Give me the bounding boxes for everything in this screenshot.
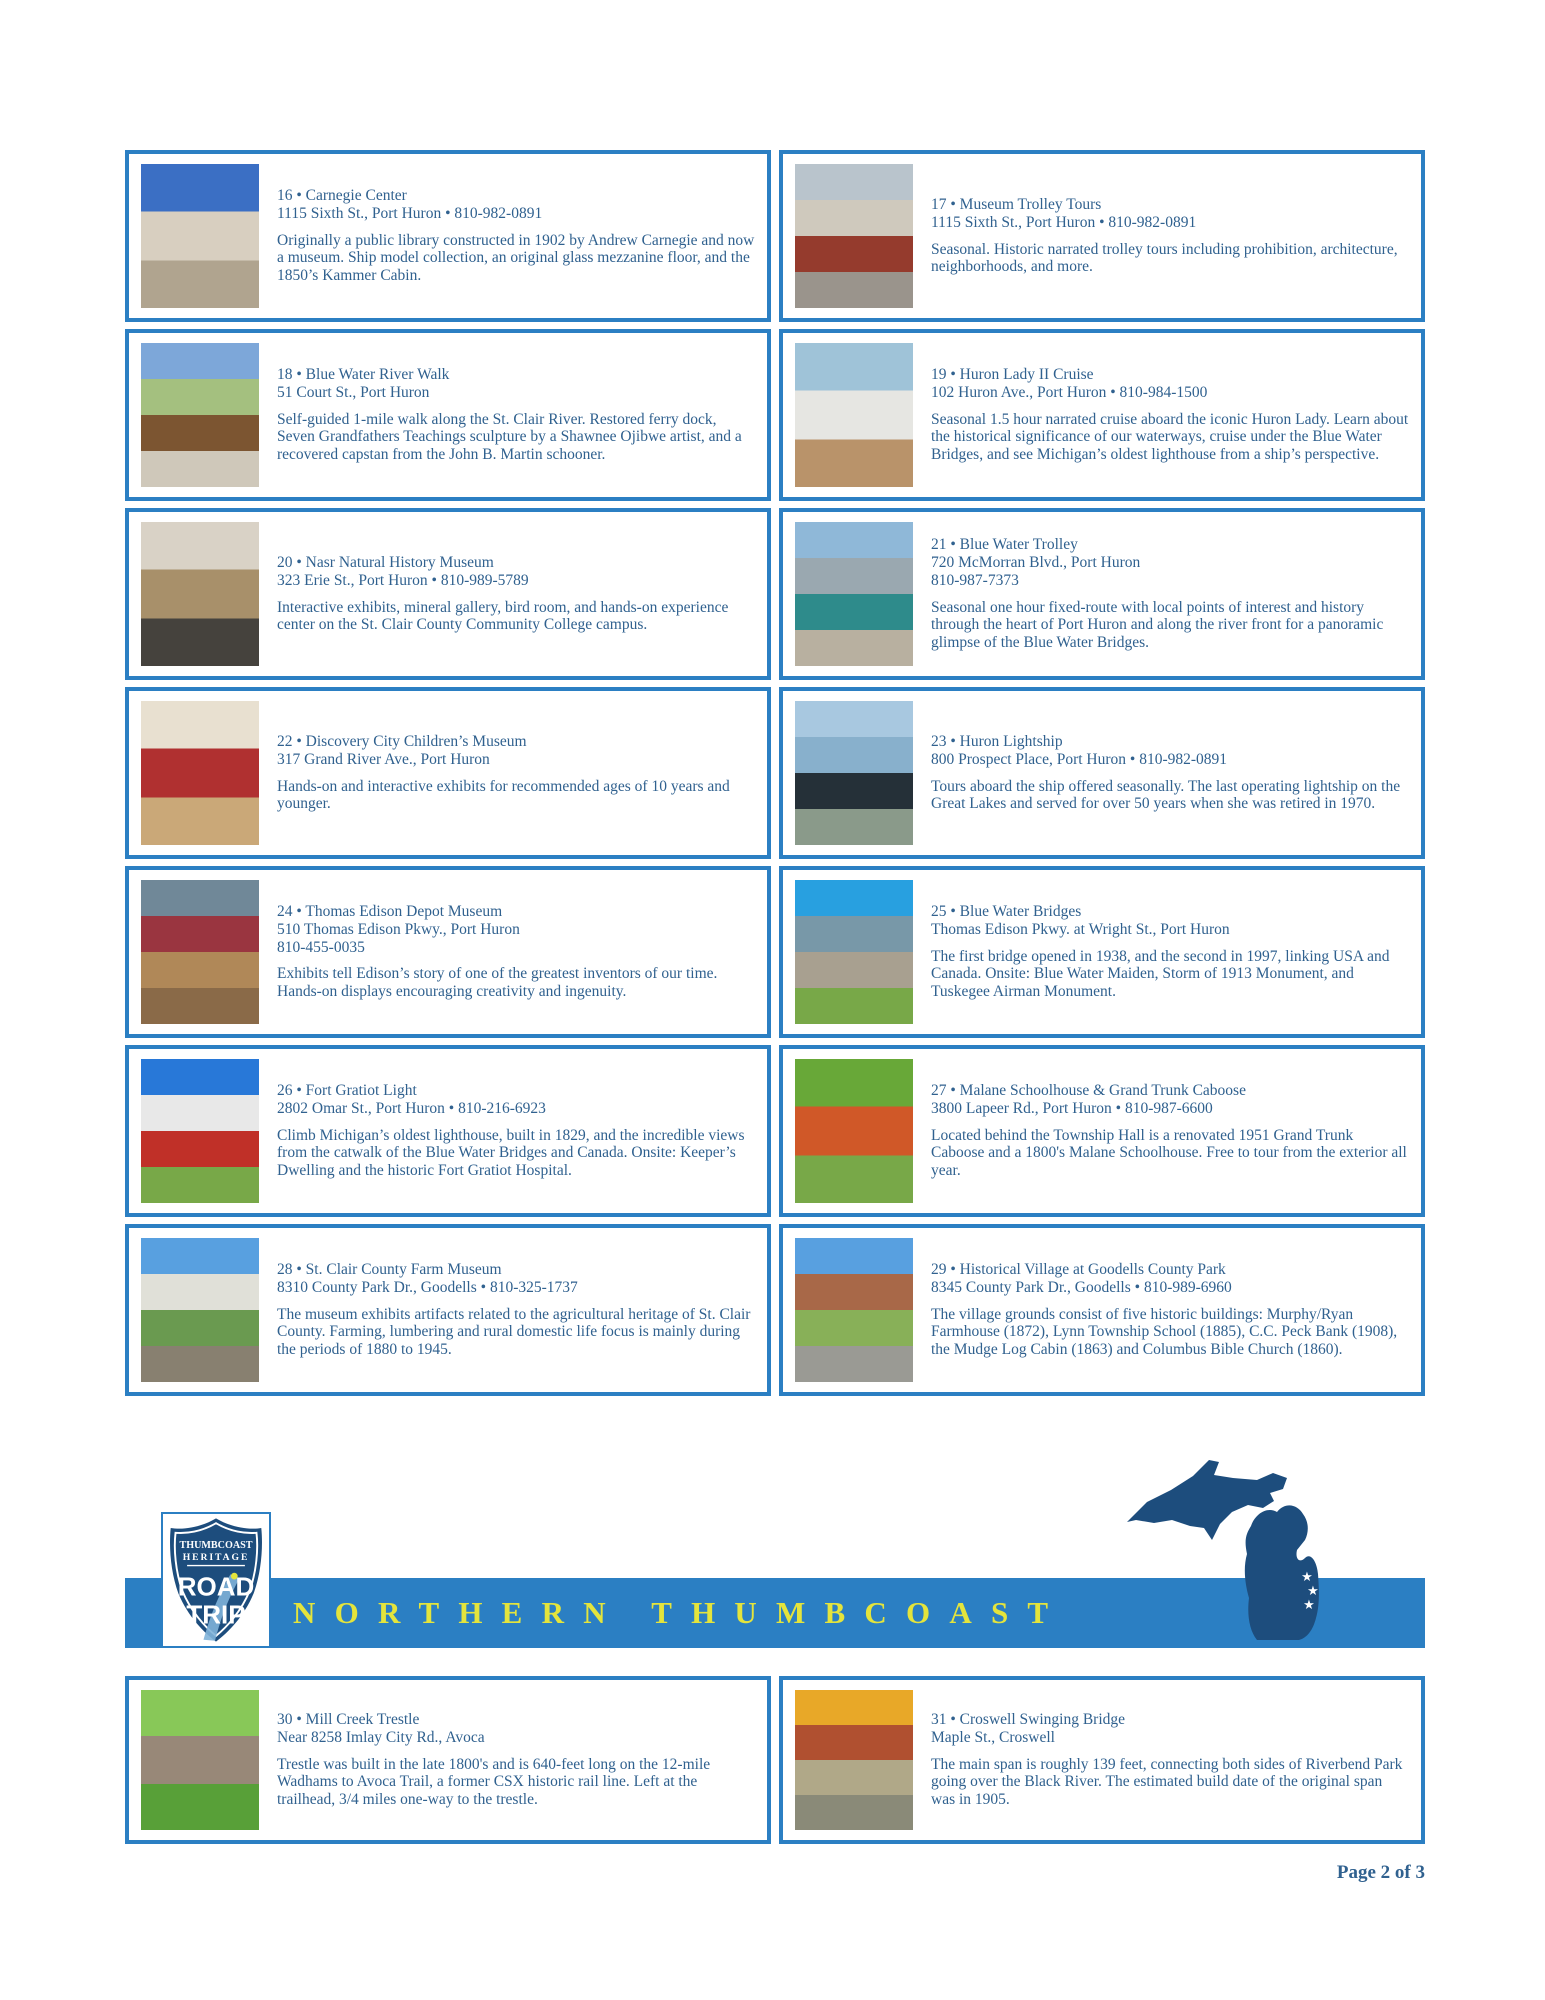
attraction-title: 19 • Huron Lady II Cruise (931, 365, 1094, 383)
attraction-card (125, 866, 771, 1038)
attraction-address (277, 1100, 755, 1118)
attraction-card (125, 1224, 771, 1396)
attraction-title: 27 • Malane Schoolhouse & Grand Trunk Caboose (931, 1081, 1246, 1099)
attraction-info (931, 880, 1409, 1024)
attraction-description: Seasonal. Historic narrated trolley tours including prohibition, architecture, neighborhoods, and more. (931, 240, 1398, 276)
attraction-address (277, 1279, 755, 1297)
attraction-info (931, 164, 1409, 308)
attraction-description: Hands-on and interactive exhibits for recommended ages of 10 years and younger. (277, 777, 730, 813)
attraction-info (931, 522, 1409, 666)
attraction-card (779, 1045, 1425, 1217)
attraction-photo (141, 1238, 259, 1382)
attraction-card (125, 1676, 771, 1844)
attraction-info (931, 1690, 1409, 1830)
address-line: 323 Erie St., Port Huron • 810-989-5789 (277, 571, 529, 589)
attraction-address (277, 921, 755, 957)
svg-text:TRIP: TRIP (186, 1599, 246, 1630)
attraction-card (779, 329, 1425, 501)
attraction-address (277, 205, 755, 223)
attraction-description: Exhibits tell Edison’s story of one of the greatest inventors of our time. Hands-on displays encouraging creativity and ingenuity. (277, 965, 718, 1001)
attraction-address (931, 1100, 1409, 1118)
svg-text:THUMBCOAST: THUMBCOAST (179, 1540, 253, 1552)
attraction-address (277, 751, 755, 769)
attraction-info (277, 1059, 755, 1203)
attraction-card (779, 1676, 1425, 1844)
page-number: Page 2 of 3 (1336, 1862, 1425, 1883)
address-line: 3800 Lapeer Rd., Port Huron • 810-987-6600 (931, 1099, 1213, 1117)
attraction-photo (141, 164, 259, 308)
star-icon: ★ (1303, 1597, 1315, 1612)
attraction-heading (277, 1082, 755, 1118)
attraction-description: The main span is roughly 139 feet, connecting both sides of Riverbend Park going over the Black River. The estimated build date of the original span was in 1905. (931, 1755, 1403, 1809)
attraction-title: 30 • Mill Creek Trestle (277, 1710, 420, 1728)
attraction-description: Self-guided 1-mile walk along the St. Clair River. Restored ferry dock, Seven Grandfathers Teachings sculpture by a Shawnee Ojibwe artist, and a recovered capstan from the John B. Martin schooner. (277, 410, 742, 464)
attraction-address (277, 384, 755, 402)
attraction-heading (931, 196, 1409, 232)
attraction-card (125, 687, 771, 859)
address-line: 1115 Sixth St., Port Huron • 810-982-0891 (931, 213, 1197, 231)
attraction-photo (141, 343, 259, 487)
address-line: 510 Thomas Edison Pkwy., Port Huron (277, 920, 520, 938)
road-trip-shield-icon (163, 1514, 269, 1646)
attraction-card (779, 508, 1425, 680)
attraction-address (931, 1729, 1409, 1747)
address-line: Maple St., Croswell (931, 1728, 1055, 1746)
attraction-card (779, 866, 1425, 1038)
attraction-address (931, 214, 1409, 232)
attraction-info (277, 880, 755, 1024)
attraction-heading (277, 187, 755, 223)
attraction-heading (931, 1082, 1409, 1118)
attraction-heading (277, 1711, 755, 1747)
attraction-title: 16 • Carnegie Center (277, 186, 407, 204)
attraction-info (931, 343, 1409, 487)
attraction-title: 17 • Museum Trolley Tours (931, 195, 1102, 213)
attractions-grid-bottom (125, 1676, 1425, 1844)
attraction-info (931, 701, 1409, 845)
attraction-title: 20 • Nasr Natural History Museum (277, 553, 494, 571)
attraction-heading (277, 554, 755, 590)
attraction-heading (931, 1711, 1409, 1747)
attraction-description: The first bridge opened in 1938, and the second in 1997, linking USA and Canada. Onsite: Blue Water Maiden, Storm of 1913 Monument, and Tuskegee Airman Monument. (931, 947, 1390, 1001)
attraction-title: 29 • Historical Village at Goodells County Park (931, 1260, 1226, 1278)
address-line: 51 Court St., Port Huron (277, 383, 430, 401)
attraction-title: 25 • Blue Water Bridges (931, 902, 1082, 920)
attraction-title: 21 • Blue Water Trolley (931, 536, 1078, 554)
attraction-address (277, 572, 755, 590)
attraction-heading (931, 366, 1409, 402)
attraction-photo (795, 1059, 913, 1203)
attraction-card (125, 150, 771, 322)
attraction-title: 23 • Huron Lightship (931, 732, 1063, 750)
attraction-description: Trestle was built in the late 1800's and is 640-feet long on the 12-mile Wadhams to Avoca Trail, a former CSX historic rail line. Left at the trailhead, 3/4 miles one-way to the trestle. (277, 1755, 711, 1809)
attraction-info (277, 1690, 755, 1830)
attractions-grid-top (125, 150, 1425, 1396)
attraction-title: 18 • Blue Water River Walk (277, 365, 450, 383)
attraction-heading (277, 366, 755, 402)
star-icon: ★ (1307, 1583, 1319, 1598)
address-line: 102 Huron Ave., Port Huron • 810-984-1500 (931, 383, 1208, 401)
address-line: 800 Prospect Place, Port Huron • 810-982-0891 (931, 750, 1228, 768)
attraction-heading (931, 733, 1409, 769)
attraction-description: Seasonal 1.5 hour narrated cruise aboard the iconic Huron Lady. Learn about the historical significance of our waterways, cruise under the Blue Water Bridges, and see Michigan’s oldest lighthouse from a ship’s perspective. (931, 410, 1409, 464)
attraction-address (931, 554, 1409, 590)
attraction-title: 22 • Discovery City Children’s Museum (277, 732, 527, 750)
attraction-card (779, 687, 1425, 859)
attraction-card (779, 1224, 1425, 1396)
attraction-photo (141, 1690, 259, 1830)
attraction-photo (141, 880, 259, 1024)
attraction-heading (277, 733, 755, 769)
attraction-description: The village grounds consist of five historic buildings: Murphy/Ryan Farmhouse (1872), Lynn Township School (1885), C.C. Peck Bank (1908), the Mudge Log Cabin (1863) and Columbus Bible Church (1860). (931, 1305, 1398, 1359)
attraction-card (125, 508, 771, 680)
attraction-description: Interactive exhibits, mineral gallery, bird room, and hands-on experience center on the St. Clair County Community College campus. (277, 598, 729, 634)
attraction-info (931, 1059, 1409, 1203)
attraction-photo (795, 522, 913, 666)
michigan-state-icon (1121, 1424, 1321, 1648)
attraction-card (125, 329, 771, 501)
attraction-description: Located behind the Township Hall is a renovated 1951 Grand Trunk Caboose and a 1800's Malane Schoolhouse. Free to tour from the exterior all year. (931, 1126, 1407, 1180)
attraction-info (277, 1238, 755, 1382)
attraction-photo (795, 164, 913, 308)
attraction-info (277, 522, 755, 666)
attraction-heading (931, 903, 1409, 939)
attraction-photo (141, 1059, 259, 1203)
address-line: 810-455-0035 (277, 938, 365, 956)
attraction-heading (277, 1261, 755, 1297)
address-line: Near 8258 Imlay City Rd., Avoca (277, 1728, 485, 1746)
address-line: 317 Grand River Ave., Port Huron (277, 750, 490, 768)
attraction-address (277, 1729, 755, 1747)
attraction-address (931, 1279, 1409, 1297)
attraction-address (931, 921, 1409, 939)
star-icon: ★ (1301, 1569, 1313, 1584)
attraction-heading (277, 903, 755, 956)
attraction-description: The museum exhibits artifacts related to the agricultural heritage of St. Clair County. Farming, lumbering and rural domestic life focus is mainly during the periods of 1880 to 1945. (277, 1305, 751, 1359)
attraction-card (779, 150, 1425, 322)
address-line: 8345 County Park Dr., Goodells • 810-989-6960 (931, 1278, 1232, 1296)
attraction-photo (795, 880, 913, 1024)
attraction-info (277, 164, 755, 308)
attraction-photo (795, 701, 913, 845)
attraction-description: Tours aboard the ship offered seasonally. The last operating lightship on the Great Lakes and served for over 50 years when she was retired in 1970. (931, 777, 1401, 813)
attraction-info (277, 343, 755, 487)
attraction-description: Originally a public library constructed in 1902 by Andrew Carnegie and now a museum. Ship model collection, an original glass mezzanine floor, and the 1850’s Kammer Cabin. (277, 231, 755, 285)
banner-title: NORTHERN THUMBCOAST (293, 1595, 1068, 1630)
address-line: 810-987-7373 (931, 571, 1019, 589)
address-line: 8310 County Park Dr., Goodells • 810-325-1737 (277, 1278, 578, 1296)
address-line: 720 McMorran Blvd., Port Huron (931, 553, 1141, 571)
svg-text:ROAD: ROAD (177, 1571, 255, 1602)
attraction-photo (795, 1690, 913, 1830)
attraction-description: Climb Michigan’s oldest lighthouse, built in 1829, and the incredible views from the catwalk of the Blue Water Bridges and Canada. Onsite: Keeper’s Dwelling and the historic Fort Gratiot Hospital. (277, 1126, 745, 1180)
address-line: 2802 Omar St., Port Huron • 810-216-6923 (277, 1099, 546, 1117)
attraction-photo (141, 522, 259, 666)
attraction-title: 24 • Thomas Edison Depot Museum (277, 902, 503, 920)
attraction-card (125, 1045, 771, 1217)
attraction-title: 28 • St. Clair County Farm Museum (277, 1260, 502, 1278)
attraction-heading (931, 1261, 1409, 1297)
attraction-address (931, 384, 1409, 402)
attraction-heading (931, 536, 1409, 589)
attraction-photo (141, 701, 259, 845)
section-banner (125, 1420, 1425, 1660)
attraction-description: Seasonal one hour fixed-route with local points of interest and history through the heart of Port Huron and along the river front for a panoramic glimpse of the Blue Water Bridges. (931, 598, 1384, 652)
address-line: 1115 Sixth St., Port Huron • 810-982-0891 (277, 204, 543, 222)
road-trip-badge (161, 1512, 271, 1648)
attraction-photo (795, 343, 913, 487)
attraction-info (277, 701, 755, 845)
address-line: Thomas Edison Pkwy. at Wright St., Port Huron (931, 920, 1230, 938)
attraction-info (931, 1238, 1409, 1382)
attraction-title: 26 • Fort Gratiot Light (277, 1081, 417, 1099)
attraction-address (931, 751, 1409, 769)
attraction-title: 31 • Croswell Swinging Bridge (931, 1710, 1126, 1728)
attraction-photo (795, 1238, 913, 1382)
svg-text:HERITAGE: HERITAGE (182, 1551, 250, 1563)
